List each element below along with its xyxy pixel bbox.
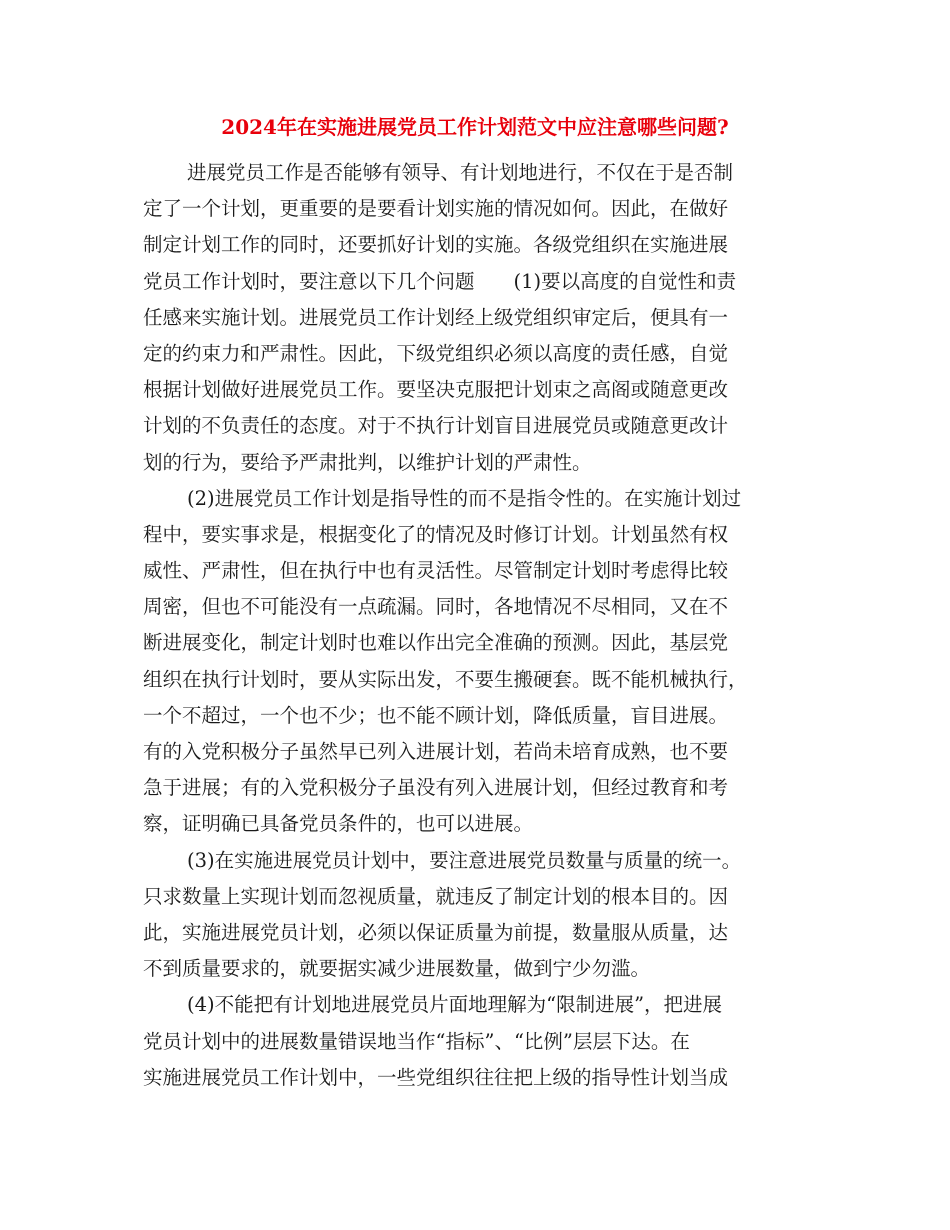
paragraph-line: 计划的不负责任的态度。对于不执行计划盲目进展党员或随意更改计 [143,414,729,438]
paragraph-line: 定了一个计划，更重要的是要看计划实施的情况如何。因此，在做好 [143,197,729,221]
document-body [143,155,813,1096]
document-title: 2024年在实施进展党员工作计划范文中应注意哪些问题? [221,115,729,139]
paragraph-line: 察，证明确已具备党员条件的，也可以进展。 [143,812,534,836]
paragraph-line: 党员工作计划时，要注意以下几个问题 (1)要以高度的自觉性和责 [143,269,737,293]
paragraph-line: (4)不能把有计划地进展党员片面地理解为“限制进展”，把进展 [187,993,723,1017]
paragraph-line: 党员计划中的进展数量错误地当作“指标”、“比例”层层下达。在 [143,1029,690,1053]
paragraph-line: 有的入党积极分子虽然早已列入进展计划，若尚未培育成熟，也不要 [143,740,729,763]
paragraph-line: 定的约束力和严肃性。因此，下级党组织必须以高度的责任感，自觉 [143,341,729,365]
paragraph-line: 急于进展；有的入党积极分子虽没有列入进展计划，但经过教育和考 [143,776,729,800]
paragraph-line: 划的行为，要给予严肃批判，以维护计划的严肃性。 [143,450,592,474]
paragraph-line: 此，实施进展党员计划，必须以保证质量为前提，数量服从质量，达 [143,920,729,944]
paragraph-line: 程中，要实事求是，根据变化了的情况及时修订计划。计划虽然有权 [143,522,729,546]
paragraph-line: 制定计划工作的同时，还要抓好计划的实施。各级党组织在实施进展 [143,233,729,257]
paragraph-line: 进展党员工作是否能够有领导、有计划地进行，不仅在于是否制 [187,161,734,184]
paragraph-line: 不到质量要求的，就要据实减少进展数量，做到宁少勿滥。 [143,957,651,981]
paragraph-line: 周密，但也不可能没有一点疏漏。同时，各地情况不尽相同，又在不 [143,595,729,619]
paragraph-line: 根据计划做好进展党员工作。要坚决克服把计划束之高阁或随意更改 [143,378,729,402]
paragraph-line: 组织在执行计划时，要从实际出发，不要生搬硬套。既不能机械执行， [143,667,748,691]
paragraph-line: (3)在实施进展党员计划中，要注意进展党员数量与质量的统一。 [187,848,742,872]
paragraph-line: 实施进展党员工作计划中，一些党组织往往把上级的指导性计划当成 [143,1065,729,1089]
paragraph-line: 威性、严肃性，但在执行中也有灵活性。尽管制定计划时考虑得比较 [143,559,729,583]
paragraph-line: (2)进展党员工作计划是指导性的而不是指令性的。在实施计划过 [187,486,742,510]
paragraph-line: 任感来实施计划。进展党员工作计划经上级党组织审定后，便具有一 [143,305,729,329]
paragraph-line: 断进展变化，制定计划时也难以作出完全准确的预测。因此，基层党 [143,631,729,655]
paragraph-line: 只求数量上实现计划而忽视质量，就违反了制定计划的根本目的。因 [143,884,729,908]
paragraph-line: 一个不超过，一个也不少；也不能不顾计划，降低质量，盲目进展。 [143,703,729,727]
